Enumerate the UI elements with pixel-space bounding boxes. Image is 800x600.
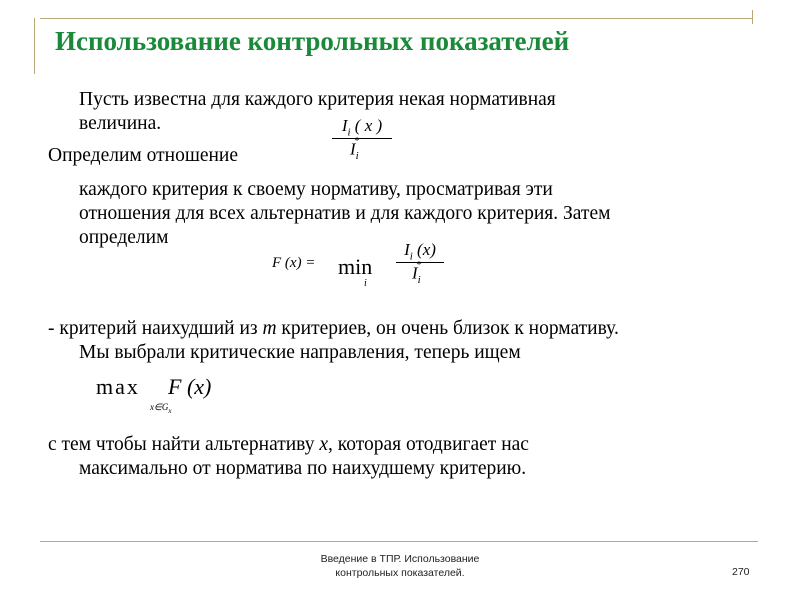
paragraph-3-suffix: критериев, он очень близок к нормативу. <box>276 318 619 339</box>
max-operator: max <box>96 374 140 399</box>
paragraph-4-suffix: , которая отодвигает нас <box>328 434 529 455</box>
paragraph-2-line-2: каждого критерия к своему нормативу, просматривая эти <box>79 179 553 200</box>
min-formula <box>272 238 452 298</box>
ratio-denominator: $I_i^*$ <box>350 135 360 163</box>
left-rule <box>34 18 35 74</box>
min-fraction <box>396 240 444 286</box>
page-title: Использование контрольных показателей <box>55 26 570 56</box>
top-right-tick <box>752 10 753 24</box>
max-formula <box>96 372 246 420</box>
footer-caption <box>300 552 500 580</box>
min-fraction-denominator: $I_i^*$ <box>412 259 422 287</box>
paragraph-3-line-1 <box>48 317 619 341</box>
paragraph-2-line-4: определим <box>79 227 169 248</box>
variable-m: m <box>262 318 277 339</box>
paragraph-2-line-1: Определим отношение <box>48 145 239 166</box>
paragraph-4-line-2: максимально от норматива по наихудшему критерию. <box>79 458 527 479</box>
min-operator-subscript: i <box>364 278 367 289</box>
min-fraction-numerator: $I_i$ (x) <box>404 240 436 263</box>
page-number: 270 <box>732 566 750 578</box>
top-rule <box>40 18 752 19</box>
paragraph-2-line-3: отношения для всех альтернатив и для каждого критерия. Затем <box>79 203 611 224</box>
ratio-numerator: $I_i$ ( x ) <box>341 116 383 139</box>
ratio-formula <box>332 116 392 162</box>
paragraph-1-line-1: Пусть известна для каждого критерия некая нормативная <box>79 89 556 110</box>
paragraph-1-line-2: величина. <box>79 113 162 134</box>
min-formula-lhs: F (x) = <box>272 255 316 271</box>
paragraph-4-prefix: с тем чтобы найти альтернативу <box>48 434 320 455</box>
paragraph-3-line-2: Мы выбрали критические направления, теперь ищем <box>79 342 521 363</box>
paragraph-3-prefix: - критерий наихудший из <box>48 318 263 339</box>
bottom-rule <box>40 541 758 542</box>
footer-line-1: Введение в ТПР. Использование <box>320 553 480 565</box>
variable-x: x <box>319 434 328 455</box>
min-operator: min <box>338 254 373 279</box>
paragraph-4-line-1 <box>48 433 529 457</box>
footer-line-2: контрольных показателей. <box>335 567 465 579</box>
max-formula-expression: F (x) <box>168 374 212 399</box>
max-operator-subscript: $x\in G_x$ <box>150 402 172 415</box>
